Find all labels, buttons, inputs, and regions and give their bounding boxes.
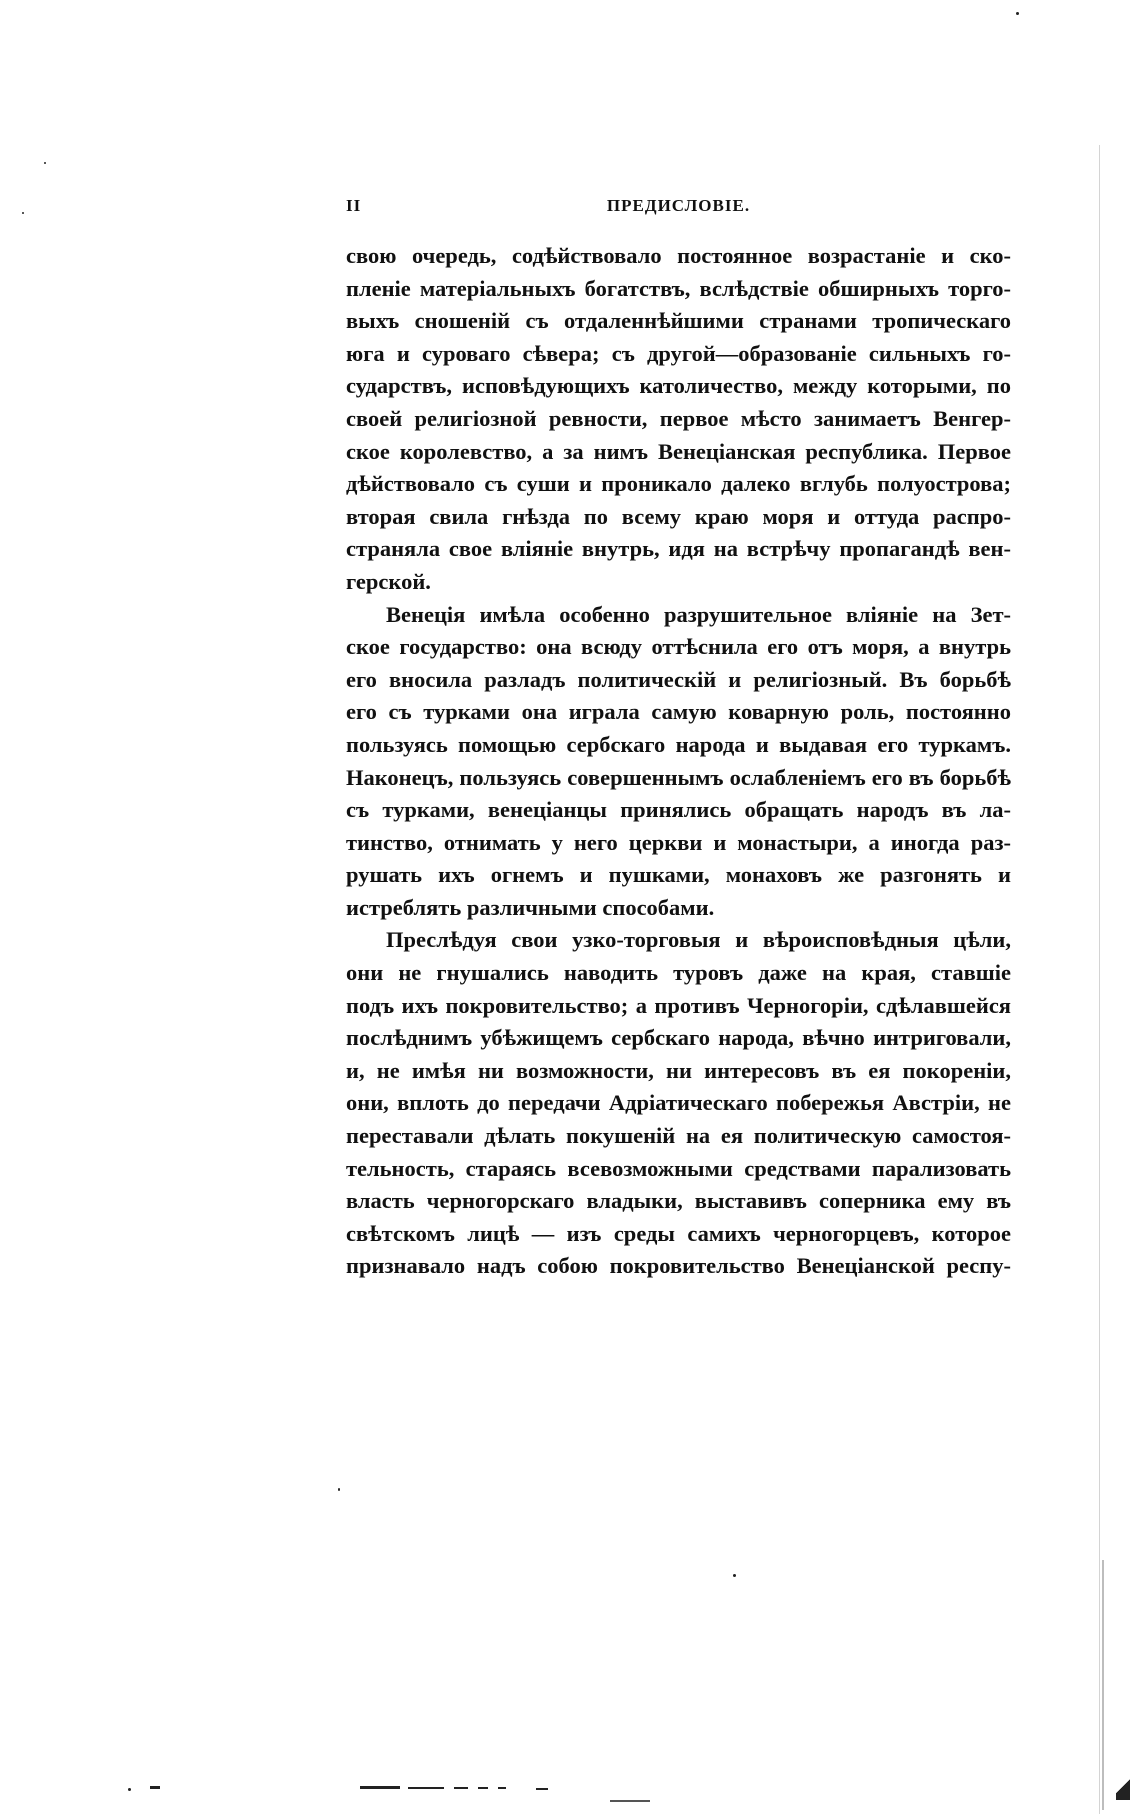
text-line: Наконецъ, пользуясь совершеннымъ ослабленіемъ его въ борьбѣ bbox=[346, 764, 1011, 790]
running-header bbox=[346, 196, 1011, 226]
scan-corner-mark bbox=[1116, 1776, 1130, 1800]
scan-speck bbox=[733, 1574, 736, 1577]
scan-artifact-dash bbox=[360, 1786, 400, 1789]
text-line: страняла свое вліяніе внутрь, идя на встрѣчу пропагандѣ вен- bbox=[346, 536, 1011, 562]
text-line: свою очередь, содѣйствовало постоянное возрастаніе и ско- bbox=[346, 243, 1011, 268]
text-line: ское королевство, а за нимъ Венеціанская республика. Первое bbox=[346, 438, 1011, 464]
scan-artifact-dash bbox=[498, 1787, 506, 1789]
text-line: герской. bbox=[346, 568, 431, 594]
paragraph bbox=[346, 240, 1011, 599]
scan-artifact-dash bbox=[454, 1787, 468, 1789]
text-line: переставали дѣлать покушеній на ея политическую самостоя- bbox=[346, 1123, 1011, 1149]
text-line: свѣтскомъ лицѣ — изъ среды самихъ черногорцевъ, которое bbox=[346, 1220, 1011, 1246]
scan-edge-line bbox=[1099, 145, 1100, 1814]
paragraph bbox=[346, 924, 1011, 1283]
scan-edge-shadow bbox=[1102, 1560, 1104, 1810]
text-line: съ турками, венеціанцы принялись обращать народъ въ ла- bbox=[346, 797, 1011, 823]
text-line: тельность, стараясь всевозможными средствами парализовать bbox=[346, 1155, 1011, 1181]
text-line: сударствъ, исповѣдующихъ католичество, между которыми, по bbox=[346, 373, 1011, 399]
scan-speck bbox=[44, 162, 46, 164]
running-title: ПРЕДИСЛОВІЕ. bbox=[606, 196, 751, 215]
text-line: его вносила разладъ политическій и религіозный. Въ борьбѣ bbox=[346, 666, 1011, 692]
text-line: подъ ихъ покровительство; а противъ Черногоріи, сдѣлавшейся bbox=[346, 992, 1011, 1018]
text-line: Венеція имѣла особенно разрушительное вліяніе на Зет- bbox=[386, 601, 1011, 627]
text-line: тинство, отнимать у него церкви и монастыри, а иногда раз- bbox=[346, 829, 1011, 855]
text-line: и, не имѣя ни возможности, ни интересовъ въ ея покореніи, bbox=[346, 1057, 1011, 1083]
scan-speck bbox=[1016, 12, 1019, 15]
text-line: признавало надъ собою покровительство Венеціанской респу- bbox=[346, 1253, 1011, 1279]
body-text bbox=[346, 240, 1011, 1283]
scan-artifact-dash bbox=[408, 1787, 444, 1789]
text-line: рушать ихъ огнемъ и пушками, монаховъ же разгонять и bbox=[346, 862, 1011, 888]
text-line: пленіе матеріальныхъ богатствъ, вслѣдствіе обширныхъ торго- bbox=[346, 275, 1011, 301]
text-line: пользуясь помощью сербскаго народа и выдавая его туркамъ. bbox=[346, 731, 1011, 757]
scan-artifact-dash bbox=[478, 1787, 488, 1789]
text-line: власть черногорскаго владыки, выставивъ соперника ему въ bbox=[346, 1188, 1011, 1214]
text-line: дѣйствовало съ суши и проникало далеко вглубь полуострова; bbox=[346, 471, 1011, 497]
scan-artifact-dash bbox=[150, 1786, 160, 1789]
paragraph bbox=[346, 599, 1011, 925]
page-number: II bbox=[346, 196, 362, 215]
text-line: его съ турками она играла самую коварную роль, постоянно bbox=[346, 699, 1011, 725]
text-line: выхъ сношеній съ отдаленнѣйшими странами тропическаго bbox=[346, 308, 1011, 334]
scan-speck bbox=[338, 1488, 340, 1491]
text-line: послѣднимъ убѣжищемъ сербскаго народа, вѣчно интриговали, bbox=[346, 1025, 1011, 1051]
text-line: своей религіозной ревности, первое мѣсто занимаетъ Венгер- bbox=[346, 405, 1011, 431]
scan-artifact-dash bbox=[536, 1788, 548, 1790]
text-line: ское государство: она всюду оттѣснила его отъ моря, а внутрь bbox=[346, 634, 1011, 660]
text-line: они не гнушались наводить туровъ даже на края, ставшіе bbox=[346, 960, 1011, 986]
text-line: истреблять различными способами. bbox=[346, 894, 715, 920]
scan-speck bbox=[22, 212, 24, 214]
text-line: юга и суроваго сѣвера; съ другой—образованіе сильныхъ го- bbox=[346, 340, 1011, 366]
scan-speck bbox=[128, 1788, 131, 1791]
text-line: Преслѣдуя свои узко-торговыя и вѣроисповѣдныя цѣли, bbox=[386, 927, 1011, 953]
text-line: они, вплоть до передачи Адріатическаго побережья Австріи, не bbox=[346, 1090, 1011, 1116]
scan-artifact-dash bbox=[610, 1800, 650, 1802]
text-line: вторая свила гнѣзда по всему краю моря и оттуда распро- bbox=[346, 503, 1011, 529]
